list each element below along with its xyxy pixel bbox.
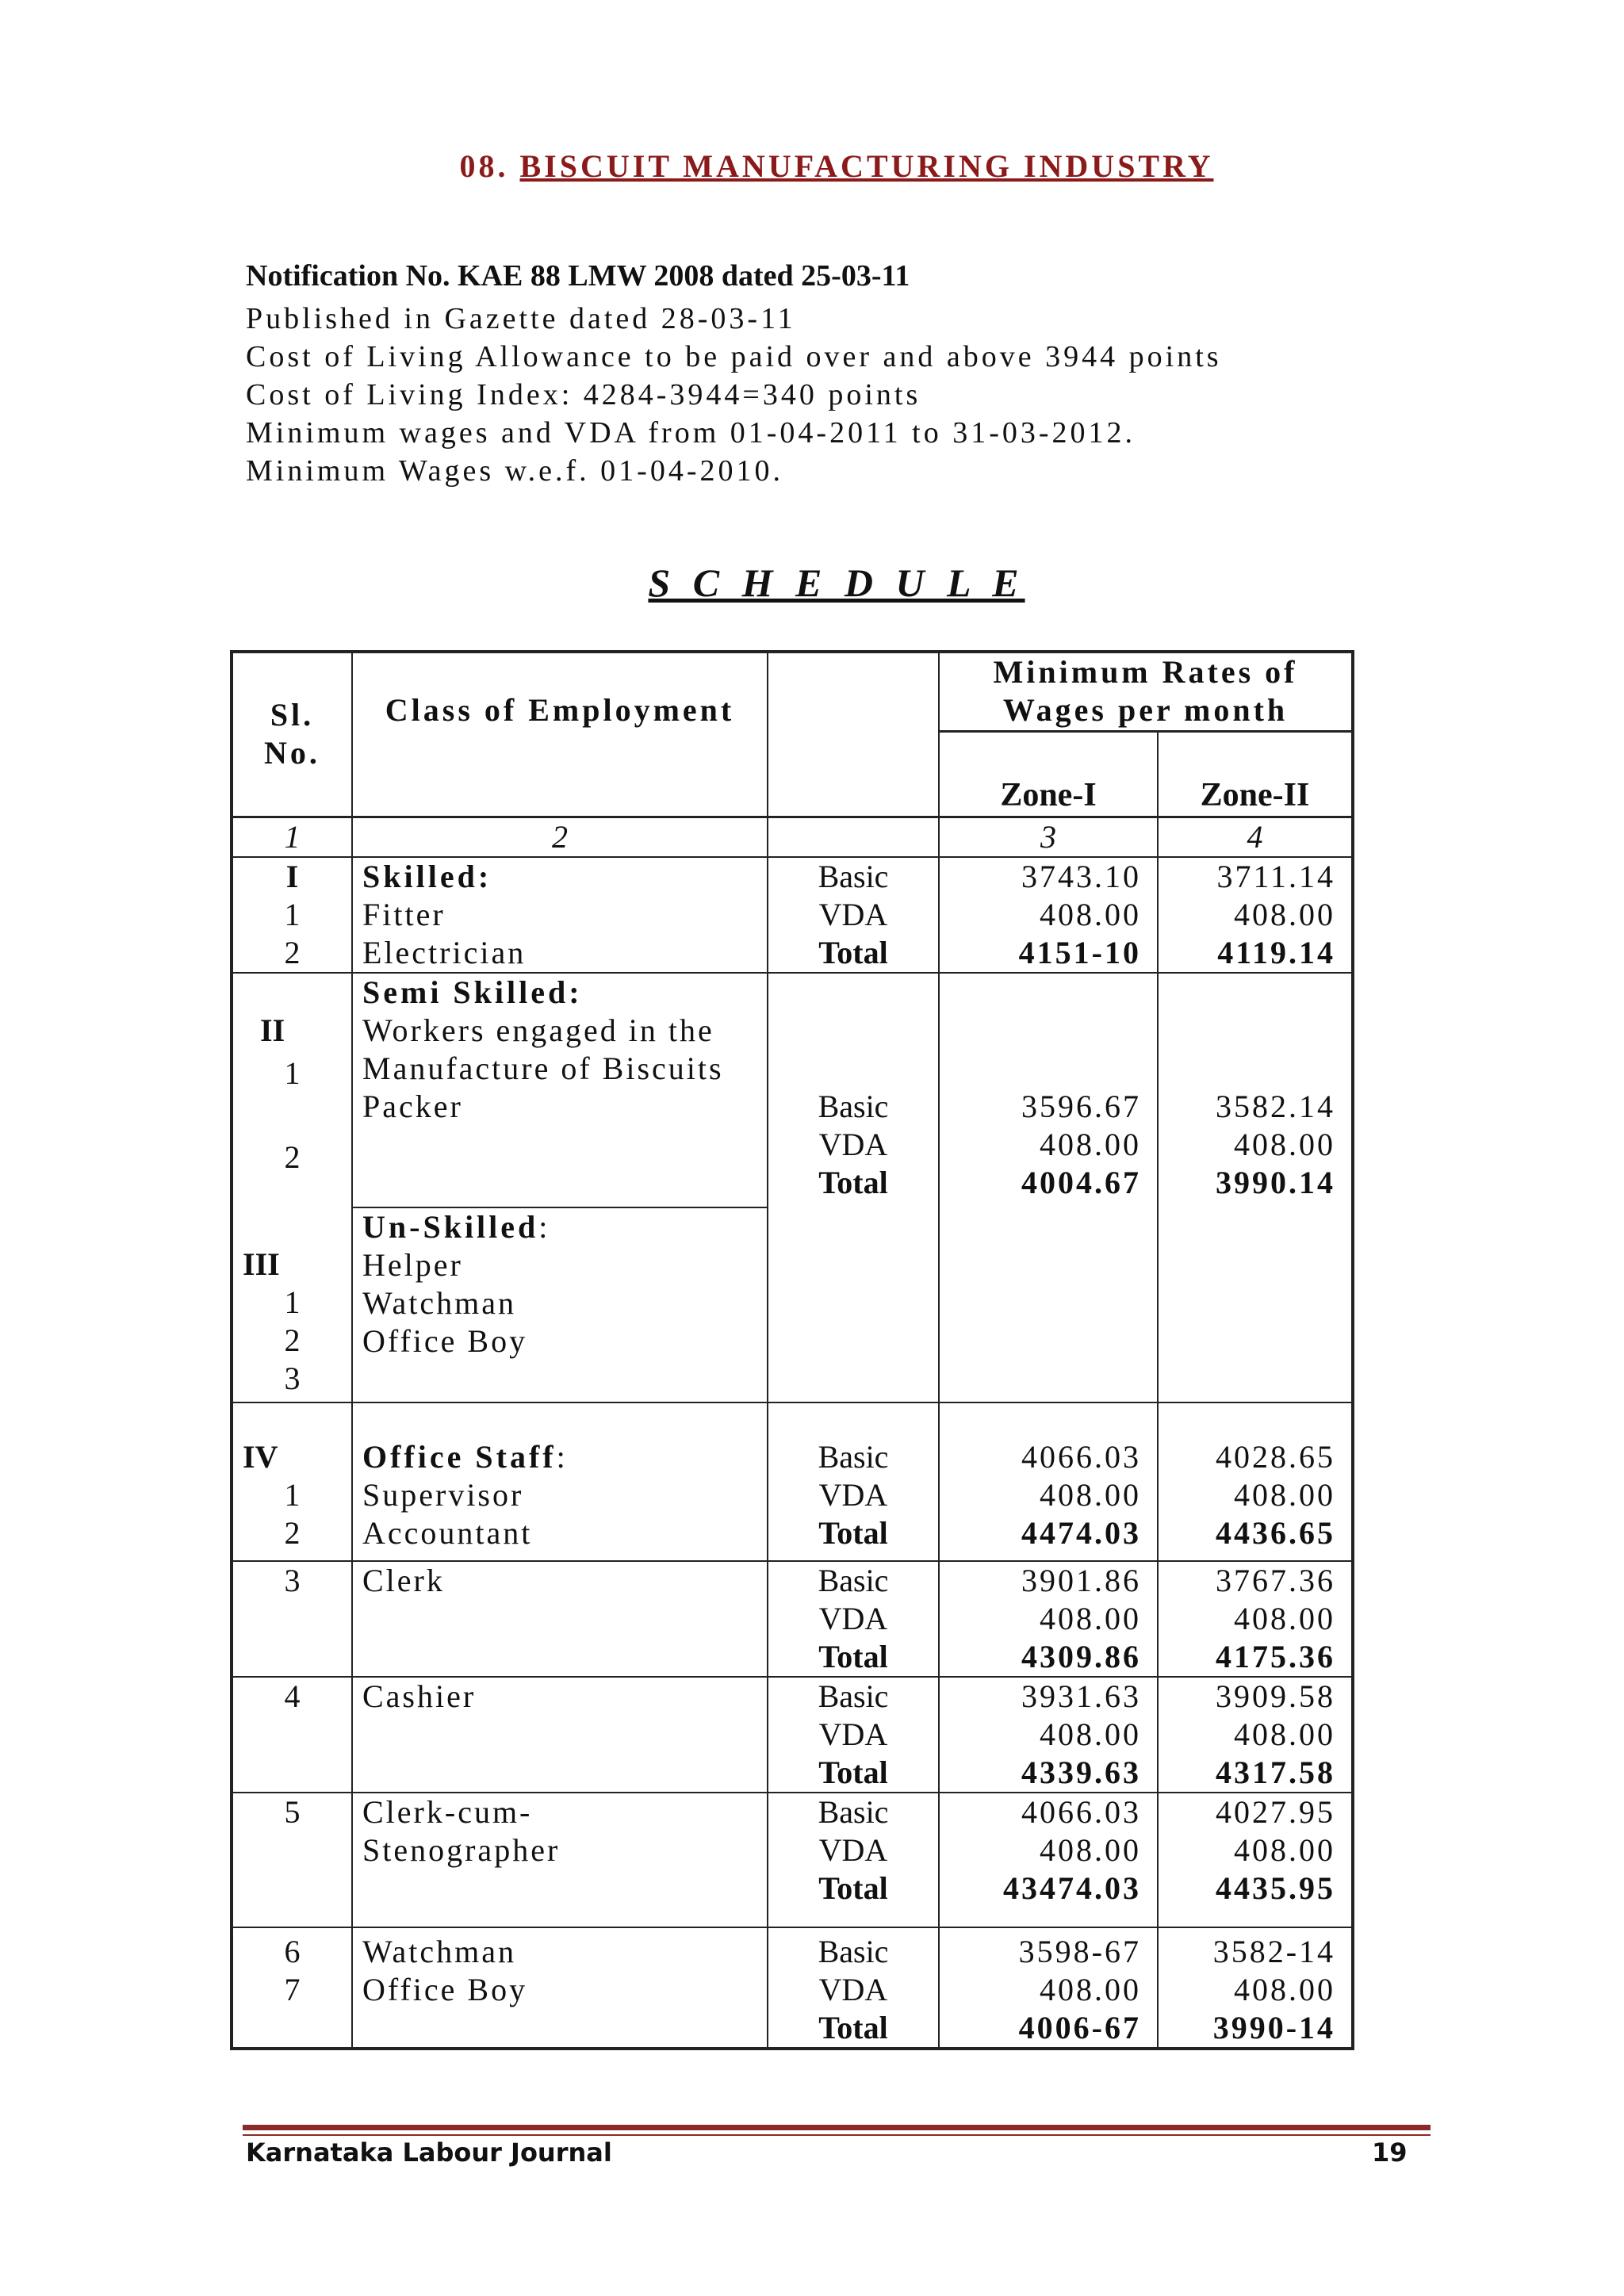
employment-name: Helper <box>362 1246 463 1283</box>
table-row-unskilled: III 1 2 3 Un-Skilled: Helper Watchman Office Boy <box>232 1207 1353 1402</box>
employment-name: Office Boy <box>362 1322 528 1359</box>
employment-name: Office Boy <box>362 1971 528 2007</box>
vda-label: VDA <box>818 1476 888 1513</box>
header-sl-no: Sl. No. <box>232 652 352 817</box>
zone1-total: 4474.03 <box>1021 1514 1141 1551</box>
zone1-basic: 3931.63 <box>1021 1678 1141 1714</box>
zone1-total: 4151-10 <box>1018 934 1141 970</box>
col-number-3: 3 <box>939 817 1158 857</box>
zone1-basic: 3743.10 <box>1021 858 1141 894</box>
item-number: 1 <box>284 1054 301 1091</box>
zone1-vda: 408.00 <box>1040 1971 1141 2007</box>
zone2-total: 4175.36 <box>1216 1638 1336 1674</box>
employment-name: Supervisor <box>362 1476 524 1513</box>
table-row-semi-skilled <box>232 973 1353 1207</box>
vda-label: VDA <box>818 1831 888 1868</box>
basic-label: Basic <box>818 1438 889 1475</box>
zone1-total: 4004.67 <box>1021 1164 1141 1200</box>
employment-name: Fitter <box>362 896 446 932</box>
roman-numeral: III <box>243 1246 280 1282</box>
employment-name: Watchman <box>362 1284 517 1321</box>
roman-numeral: II <box>260 1012 285 1048</box>
employment-name: Workers engaged in the Manufacture of Biscuits <box>362 1012 724 1086</box>
item-number: 6 <box>284 1933 301 1969</box>
zone2-vda: 408.00 <box>1234 1476 1336 1513</box>
item-number: 2 <box>284 1514 301 1551</box>
section-heading <box>0 147 1624 185</box>
table-row-office-staff: IV 1 2 Office Staff: Supervisor Accountant Basic VDA Total 4066.03 408.00 4474.03 4028.65 408.00 4436.65 <box>232 1402 1353 1561</box>
employment-name: Clerk-cum- <box>362 1793 533 1830</box>
zone2-basic: 4028.65 <box>1216 1438 1336 1475</box>
zone1-total: 4309.86 <box>1021 1638 1141 1674</box>
item-number: 5 <box>232 1793 352 1927</box>
item-number: 1 <box>284 1476 301 1513</box>
zone2-vda: 408.00 <box>1234 1600 1336 1636</box>
vda-label: VDA <box>818 1971 888 2007</box>
zone2-vda: 408.00 <box>1234 1126 1336 1162</box>
zone1-vda: 408.00 <box>1040 1126 1141 1162</box>
zone2-vda: 408.00 <box>1234 1971 1336 2007</box>
table-row-watchman-office-boy <box>232 1927 1353 2049</box>
total-label: Total <box>818 934 888 970</box>
wef-line: Minimum Wages w.e.f. 01-04-2010. <box>246 454 783 488</box>
wage-schedule-table <box>230 650 1354 2050</box>
table-row-clerk <box>232 1561 1353 1677</box>
zone2-basic: 3582-14 <box>1212 1933 1336 1969</box>
basic-label: Basic <box>818 1562 889 1598</box>
total-label: Total <box>818 1164 888 1200</box>
vda-label: VDA <box>818 1126 888 1162</box>
vda-label: VDA <box>818 1716 888 1752</box>
vda-label: VDA <box>818 896 888 932</box>
zone2-basic: 3582.14 <box>1216 1088 1336 1124</box>
basic-label: Basic <box>818 1088 889 1124</box>
col-number-1: 1 <box>232 817 352 857</box>
header-zone-2: Zone-II <box>1158 731 1353 817</box>
notification-line: Notification No. KAE 88 LMW 2008 dated 25-03-11 <box>246 259 910 293</box>
total-label: Total <box>818 2009 888 2045</box>
basic-label: Basic <box>818 858 889 894</box>
gazette-line: Published in Gazette dated 28-03-11 <box>246 302 796 335</box>
employment-name: Electrician <box>362 934 527 970</box>
basic-label: Basic <box>818 1933 889 1969</box>
zone1-vda: 408.00 <box>1040 1831 1141 1868</box>
roman-numeral: I <box>285 858 299 894</box>
zone2-total: 4435.95 <box>1216 1869 1336 1906</box>
category-label: Office Staff <box>362 1438 557 1475</box>
cola-line: Cost of Living Allowance to be paid over and above 3944 points <box>246 340 1222 373</box>
table-row-stenographer <box>232 1793 1353 1927</box>
zone1-vda: 408.00 <box>1040 1476 1141 1513</box>
col-number-2: 2 <box>352 817 768 857</box>
zone1-total: 4006-67 <box>1018 2009 1141 2045</box>
zone2-total: 3990-14 <box>1212 2009 1336 2045</box>
employment-name: Clerk <box>352 1561 768 1677</box>
employment-name: Packer <box>362 1088 463 1124</box>
zone1-total: 4339.63 <box>1021 1754 1141 1790</box>
item-number: 2 <box>284 1322 301 1358</box>
header-class: Class of Employment <box>352 652 768 817</box>
header-rates: Minimum Rates of Wages per month <box>939 652 1353 731</box>
footer-divider-thin <box>243 2134 1431 2136</box>
zone1-basic: 4066.03 <box>1021 1438 1141 1475</box>
item-number: 1 <box>284 896 301 932</box>
zone2-basic: 3711.14 <box>1216 858 1336 894</box>
header-zone-1: Zone-I <box>939 731 1158 817</box>
zone1-basic: 3596.67 <box>1021 1088 1141 1124</box>
basic-label: Basic <box>818 1793 889 1830</box>
basic-label: Basic <box>818 1678 889 1714</box>
employment-name: Cashier <box>352 1677 768 1793</box>
zone2-total: 4317.58 <box>1216 1754 1336 1790</box>
zone2-vda: 408.00 <box>1234 1831 1336 1868</box>
col-number-4: 4 <box>1158 817 1353 857</box>
schedule-title: S C H E D U L E <box>648 561 1025 605</box>
zone2-vda: 408.00 <box>1234 1716 1336 1752</box>
category-label: Semi Skilled: <box>362 974 583 1010</box>
vda-label: VDA <box>818 1600 888 1636</box>
zone2-total: 4436.65 <box>1216 1514 1336 1551</box>
table-row-cashier <box>232 1677 1353 1793</box>
total-label: Total <box>818 1869 888 1906</box>
footer-journal-name: Karnataka Labour Journal <box>246 2137 612 2168</box>
employment-name: Stenographer <box>362 1831 561 1868</box>
footer-divider <box>243 2125 1431 2130</box>
zone1-vda: 408.00 <box>1040 1716 1141 1752</box>
zone1-vda: 408.00 <box>1040 896 1141 932</box>
item-number: 3 <box>232 1561 352 1677</box>
zone1-basic: 3901.86 <box>1021 1562 1141 1598</box>
item-number: 2 <box>284 934 301 970</box>
employment-name: Accountant <box>362 1514 533 1551</box>
zone1-basic: 4066.03 <box>1021 1793 1141 1830</box>
item-number: 1 <box>284 1284 301 1320</box>
item-number: 2 <box>284 1138 301 1175</box>
table-row-skilled <box>232 857 1353 973</box>
zone2-basic: 3909.58 <box>1216 1678 1336 1714</box>
total-label: Total <box>818 1754 888 1790</box>
category-label: Un-Skilled <box>362 1208 539 1245</box>
total-label: Total <box>818 1638 888 1674</box>
category-label: Skilled: <box>362 858 492 894</box>
zone1-vda: 408.00 <box>1040 1600 1141 1636</box>
roman-numeral: IV <box>243 1438 278 1475</box>
zone2-total: 3990.14 <box>1216 1164 1336 1200</box>
footer-page-number: 19 <box>1372 2137 1408 2168</box>
zone2-vda: 408.00 <box>1234 896 1336 932</box>
period-line: Minimum wages and VDA from 01-04-2011 to 31-03-2012. <box>246 416 1136 450</box>
zone2-basic: 4027.95 <box>1216 1793 1336 1830</box>
zone2-total: 4119.14 <box>1217 934 1336 970</box>
header-blank <box>768 652 939 817</box>
zone2-basic: 3767.36 <box>1216 1562 1336 1598</box>
item-number: 3 <box>284 1360 301 1396</box>
section-number: 08. <box>459 148 509 184</box>
zone1-total: 43474.03 <box>1003 1869 1141 1906</box>
item-number: 4 <box>232 1677 352 1793</box>
section-title: BISCUIT MANUFACTURING INDUSTRY <box>519 148 1214 184</box>
employment-name: Watchman <box>362 1933 517 1969</box>
total-label: Total <box>818 1514 888 1551</box>
zone1-basic: 3598-67 <box>1018 1933 1141 1969</box>
index-line: Cost of Living Index: 4284-3944=340 points <box>246 378 921 411</box>
item-number: 7 <box>284 1971 301 2007</box>
